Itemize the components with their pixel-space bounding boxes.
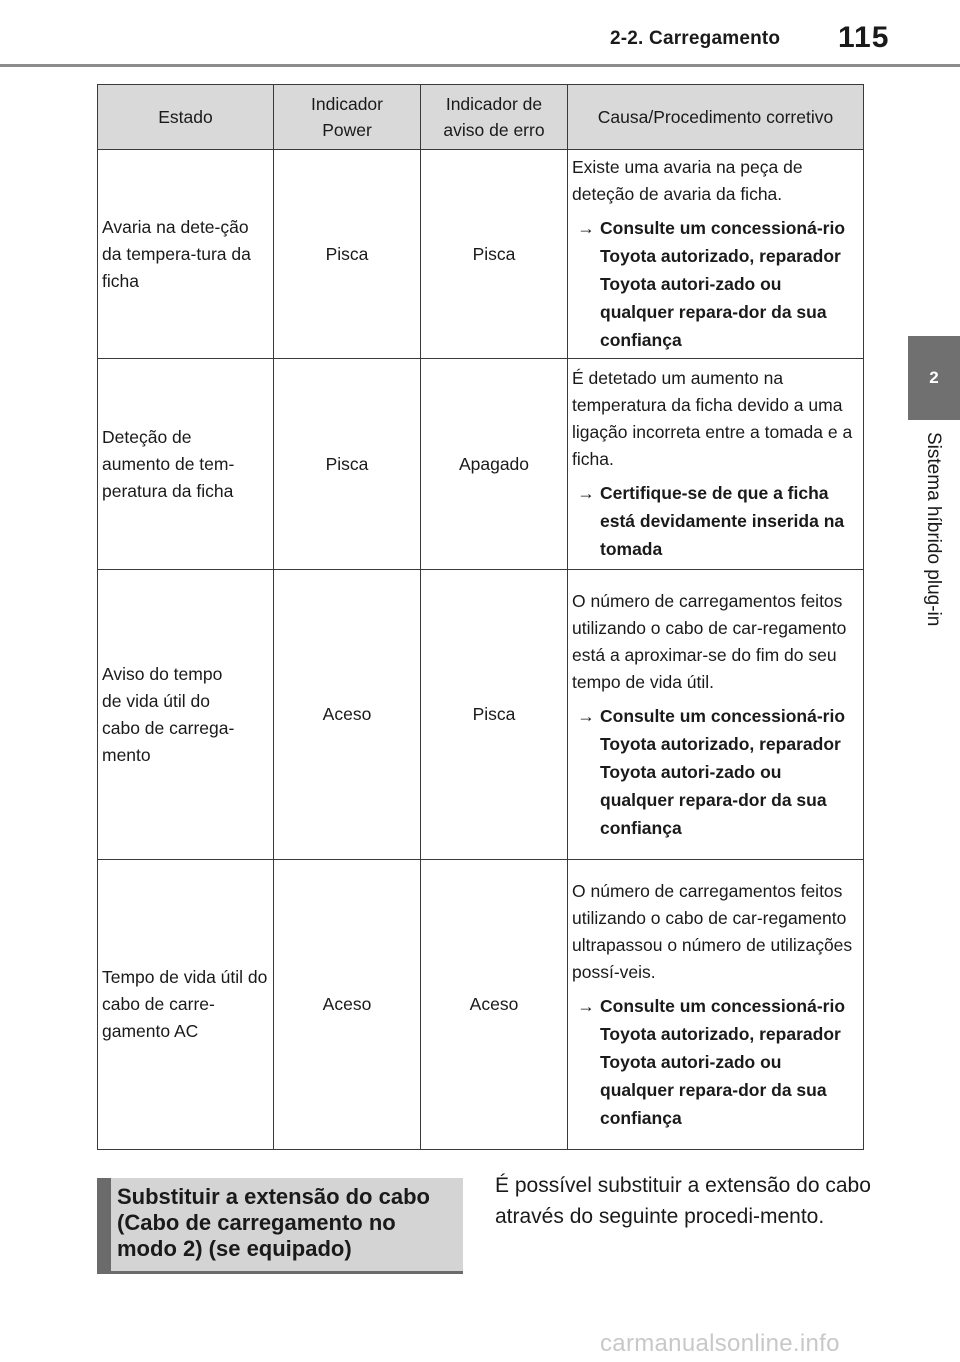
cause-text: O número de carregamentos feitos utilizando o cabo de car-regamento ultrapassou o número de utilizações possí-veis. [572,880,853,982]
cell-power: Aceso [274,860,421,1150]
arrow-icon: → [577,218,595,238]
state-text: Tempo de vida útil do cabo de carre-gamento AC [102,967,268,1041]
state-text: Aviso do tempo de vida útil do cabo de carrega-mento [102,663,235,765]
arrow-icon: → [577,483,595,503]
action-text: Certifique-se de que a ficha está devidamente inserida na tomada [600,483,845,559]
table-row [98,860,864,1150]
cell-cause [568,150,864,359]
header-power [274,85,421,150]
cell-cause [568,359,864,570]
section-heading: Substituir a extensão do cabo (Cabo de carregamento no modo 2) (se equipado) [97,1178,463,1274]
cause-text: Existe uma avaria na peça de deteção de avaria da ficha. [572,157,803,204]
table-row [98,359,864,570]
cause-text: É detetado um aumento na temperatura da ficha devido a uma ligação incorreta entre a tomada e a ficha. [572,368,853,469]
header-state: Estado [98,85,274,150]
header-error [421,85,568,150]
state-text: Avaria na dete-ção da tempera-tura da ficha [102,216,251,291]
cell-state [98,570,274,860]
arrow-icon: → [577,705,595,726]
cell-power: Aceso [274,570,421,860]
cell-cause [568,570,864,860]
cell-state [98,150,274,359]
header-power-text: Indicador Power [311,94,383,140]
section-title: 2-2. Carregamento [610,28,781,49]
section-intro: É possível substituir a extensão do cabo através do seguinte procedi-mento. [495,1174,871,1228]
page-number: 115 [838,21,890,54]
header-error-text: Indicador de aviso de erro [443,94,545,140]
table-header-row [98,85,864,150]
arrow-icon: → [577,995,595,1016]
cell-error: Apagado [421,359,568,570]
state-text: Deteção de aumento de tem-peratura da ficha [102,426,235,501]
header-divider [0,64,960,67]
corrective-action [572,479,859,563]
table-row [98,150,864,359]
cell-power: Pisca [274,150,421,359]
cell-error: Pisca [421,150,568,359]
corrective-action [572,992,859,1132]
chapter-tab: 2 [908,336,960,420]
cell-state [98,860,274,1150]
watermark: carmanualsonline.info [600,1330,840,1357]
chapter-label: Sistema híbrido plug-in [923,432,944,627]
cell-error: Pisca [421,570,568,860]
status-table [97,84,864,1150]
corrective-action [572,214,859,354]
cell-error: Aceso [421,860,568,1150]
header-cause: Causa/Procedimento corretivo [568,85,864,150]
action-text: Consulte um concessioná-rio Toyota autorizado, reparador Toyota autori-zado ou qualquer repara-dor da sua confiança [600,995,846,1128]
action-text: Consulte um concessioná-rio Toyota autorizado, reparador Toyota autori-zado ou qualquer repara-dor da sua confiança [600,218,846,350]
cause-text: O número de carregamentos feitos utilizando o cabo de car-regamento está a aproximar-se do fim do seu tempo de vida útil. [572,590,847,692]
corrective-action [572,702,859,842]
cell-state [98,359,274,570]
table-row [98,570,864,860]
cell-cause [568,860,864,1150]
action-text: Consulte um concessioná-rio Toyota autorizado, reparador Toyota autori-zado ou qualquer repara-dor da sua confiança [600,705,846,838]
cell-power: Pisca [274,359,421,570]
